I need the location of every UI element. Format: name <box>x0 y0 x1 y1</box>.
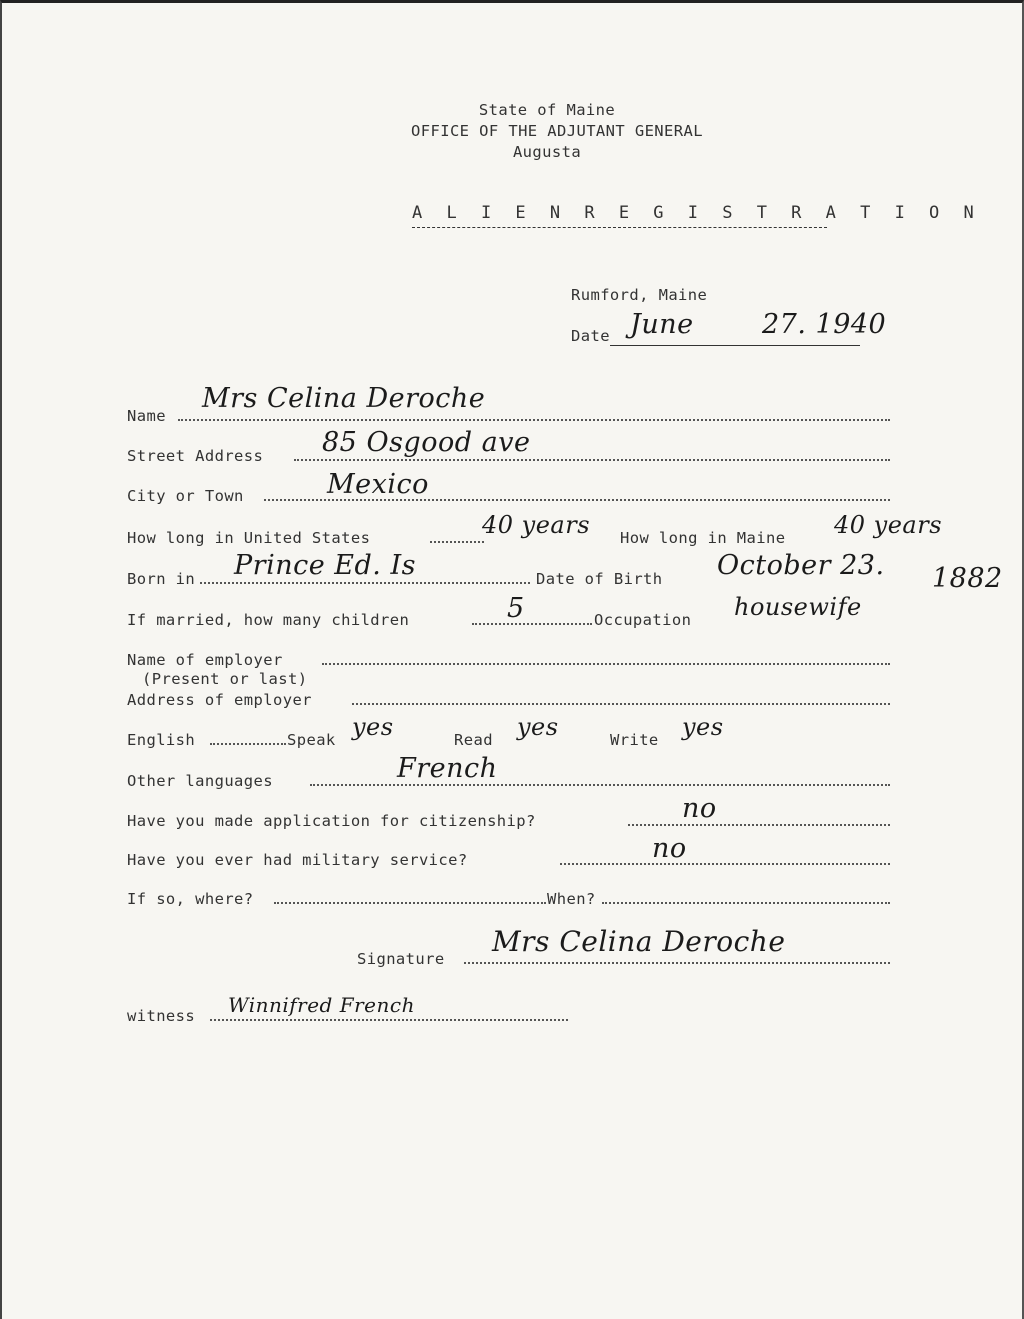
citizenship-label: Have you made application for citizenship? <box>127 812 536 830</box>
military-dots <box>560 863 890 865</box>
date-label: Date <box>571 327 610 345</box>
form-title: A L I E N R E G I S T R A T I O N <box>412 203 981 223</box>
speak-value: yes <box>352 713 394 741</box>
title-underline <box>412 227 827 228</box>
name-value: Mrs Celina Deroche <box>202 383 486 414</box>
children-dots <box>472 623 592 625</box>
name-dots <box>178 419 890 421</box>
read-value: yes <box>517 713 559 741</box>
military-value: no <box>652 833 687 864</box>
employer-label: Name of employer <box>127 651 283 669</box>
witness-label: witness <box>127 1007 196 1025</box>
other-languages-label: Other languages <box>127 772 273 790</box>
witness-dots <box>210 1019 568 1021</box>
other-languages-value: French <box>397 753 498 784</box>
location-text: Rumford, Maine <box>571 286 708 304</box>
employer-address-dots <box>352 703 890 705</box>
employer-address-label: Address of employer <box>127 691 312 709</box>
employer-dots <box>322 663 890 665</box>
signature-value: Mrs Celina Deroche <box>492 925 786 958</box>
where-label: If so, where? <box>127 890 254 908</box>
city-value: Mexico <box>327 469 429 500</box>
write-value: yes <box>682 713 724 741</box>
state-heading: State of Maine <box>478 101 616 119</box>
english-label: English <box>127 731 196 749</box>
witness-value: Winnifred French <box>228 993 415 1017</box>
born-label: Born in <box>127 570 196 588</box>
read-label: Read <box>454 731 493 749</box>
street-label: Street Address <box>127 447 264 465</box>
when-label: When? <box>547 890 596 908</box>
maine-years-label: How long in Maine <box>620 529 786 547</box>
signature-dots <box>464 962 890 964</box>
dob-label: Date of Birth <box>536 570 663 588</box>
citizenship-value: no <box>682 793 717 824</box>
office-heading: OFFICE OF THE ADJUTANT GENERAL <box>411 122 703 140</box>
born-dots <box>200 582 530 584</box>
write-label: Write <box>610 731 659 749</box>
city-label: City or Town <box>127 487 244 505</box>
children-label: If married, how many children <box>127 611 410 629</box>
where-dots <box>274 902 546 904</box>
other-languages-dots <box>310 784 890 786</box>
citizenship-dots <box>628 824 890 826</box>
us-years-value: 40 years <box>482 511 591 539</box>
employer-note: (Present or last) <box>142 670 308 688</box>
maine-years-value: 40 years <box>834 511 943 539</box>
occupation-value: housewife <box>734 593 862 621</box>
dob-value: October 23. <box>717 550 885 581</box>
us-years-label: How long in United States <box>127 529 371 547</box>
occupation-label: Occupation <box>594 611 692 629</box>
date-underline <box>610 345 860 346</box>
born-value: Prince Ed. Is <box>234 550 416 581</box>
street-value: 85 Osgood ave <box>322 427 531 458</box>
speak-label: Speak <box>287 731 336 749</box>
name-label: Name <box>127 407 166 425</box>
when-dots <box>602 902 890 904</box>
us-years-dots <box>430 541 484 543</box>
english-dots <box>210 743 286 745</box>
date-month-value: June <box>630 309 694 340</box>
military-label: Have you ever had military service? <box>127 851 468 869</box>
dob-year-value: 1882 <box>932 563 1003 594</box>
signature-label: Signature <box>357 950 445 968</box>
children-value: 5 <box>507 593 525 624</box>
street-dots <box>294 459 890 461</box>
date-day-year-value: 27. 1940 <box>762 309 887 340</box>
city-heading: Augusta <box>512 143 582 161</box>
